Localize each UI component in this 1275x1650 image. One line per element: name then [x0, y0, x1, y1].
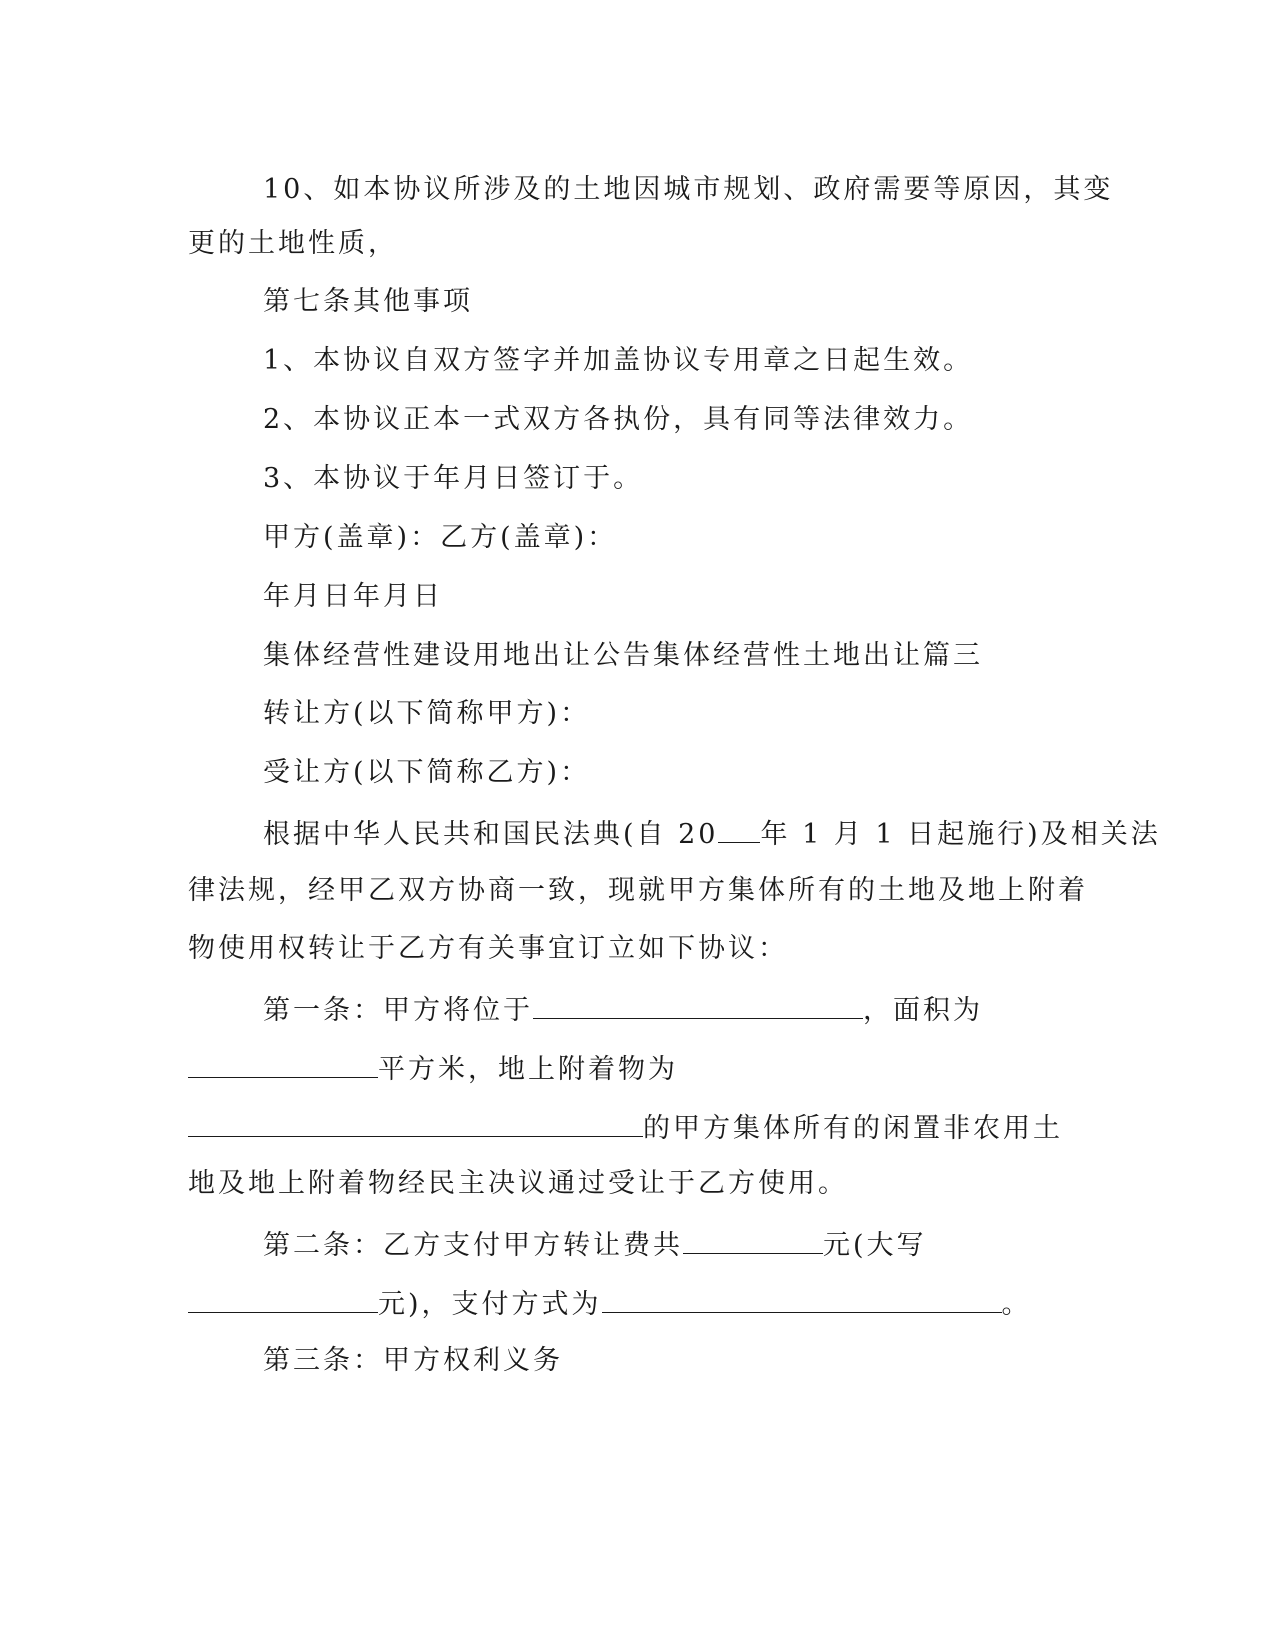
article-7-item-3: 3、本协议于年月日签订于。 — [263, 463, 644, 494]
article-7-heading: 第七条其他事项 — [263, 286, 473, 317]
article-1-part-3: 平方米，地上附着物为 — [378, 1054, 678, 1085]
fee-uppercase-blank — [188, 1282, 378, 1313]
date-line: 年月日年月日 — [263, 581, 443, 612]
preamble-part-1: 根据中华人民共和国民法典(自 20 — [263, 819, 719, 850]
location-blank — [533, 988, 863, 1019]
fee-blank — [683, 1223, 823, 1254]
article-7-item-2: 2、本协议正本一式双方各执份，具有同等法律效力。 — [263, 404, 974, 435]
year-blank — [718, 812, 760, 843]
article-1-line-1 — [263, 988, 1163, 1028]
article-2-part-3: 元)，支付方式为 — [378, 1289, 602, 1320]
preamble-part-2: 年 1 月 1 日起施行)及相关法 — [760, 819, 1161, 850]
clause-10-line-2: 更的土地性质， — [188, 228, 398, 259]
area-blank — [188, 1047, 378, 1078]
article-2-part-2: 元(大写 — [823, 1230, 927, 1261]
article-2-line-1 — [263, 1223, 1163, 1263]
payment-method-blank — [602, 1282, 1002, 1313]
article-1-part-1: 第一条：甲方将位于 — [263, 995, 533, 1026]
article-2-part-1: 第二条：乙方支付甲方转让费共 — [263, 1230, 683, 1261]
article-1-line-4: 地及地上附着物经民主决议通过受让于乙方使用。 — [188, 1168, 848, 1199]
article-1-line-3 — [188, 1106, 1088, 1146]
article-1-line-2 — [188, 1047, 1088, 1087]
preamble-line-1 — [263, 812, 1163, 852]
transferor-line: 转让方(以下简称甲方)： — [263, 698, 591, 729]
article-1-part-2: ，面积为 — [863, 995, 983, 1026]
signature-line: 甲方(盖章)：乙方(盖章)： — [263, 522, 618, 553]
article-1-part-4: 的甲方集体所有的闲置非农用土 — [643, 1113, 1063, 1144]
attachment-blank — [188, 1106, 643, 1137]
article-2-part-4: 。 — [1001, 1289, 1032, 1320]
article-3-heading: 第三条：甲方权利义务 — [263, 1345, 563, 1376]
section-title: 集体经营性建设用地出让公告集体经营性土地出让篇三 — [263, 640, 983, 671]
preamble-line-2: 律法规，经甲乙双方协商一致，现就甲方集体所有的土地及地上附着 — [188, 875, 1088, 906]
transferee-line: 受让方(以下简称乙方)： — [263, 757, 591, 788]
article-2-line-2 — [188, 1282, 1088, 1322]
preamble-line-3: 物使用权转让于乙方有关事宜订立如下协议： — [188, 933, 788, 964]
clause-10-line-1: 10、如本协议所涉及的土地因城市规划、政府需要等原因，其变 — [263, 174, 1114, 205]
article-7-item-1: 1、本协议自双方签字并加盖协议专用章之日起生效。 — [263, 345, 974, 376]
